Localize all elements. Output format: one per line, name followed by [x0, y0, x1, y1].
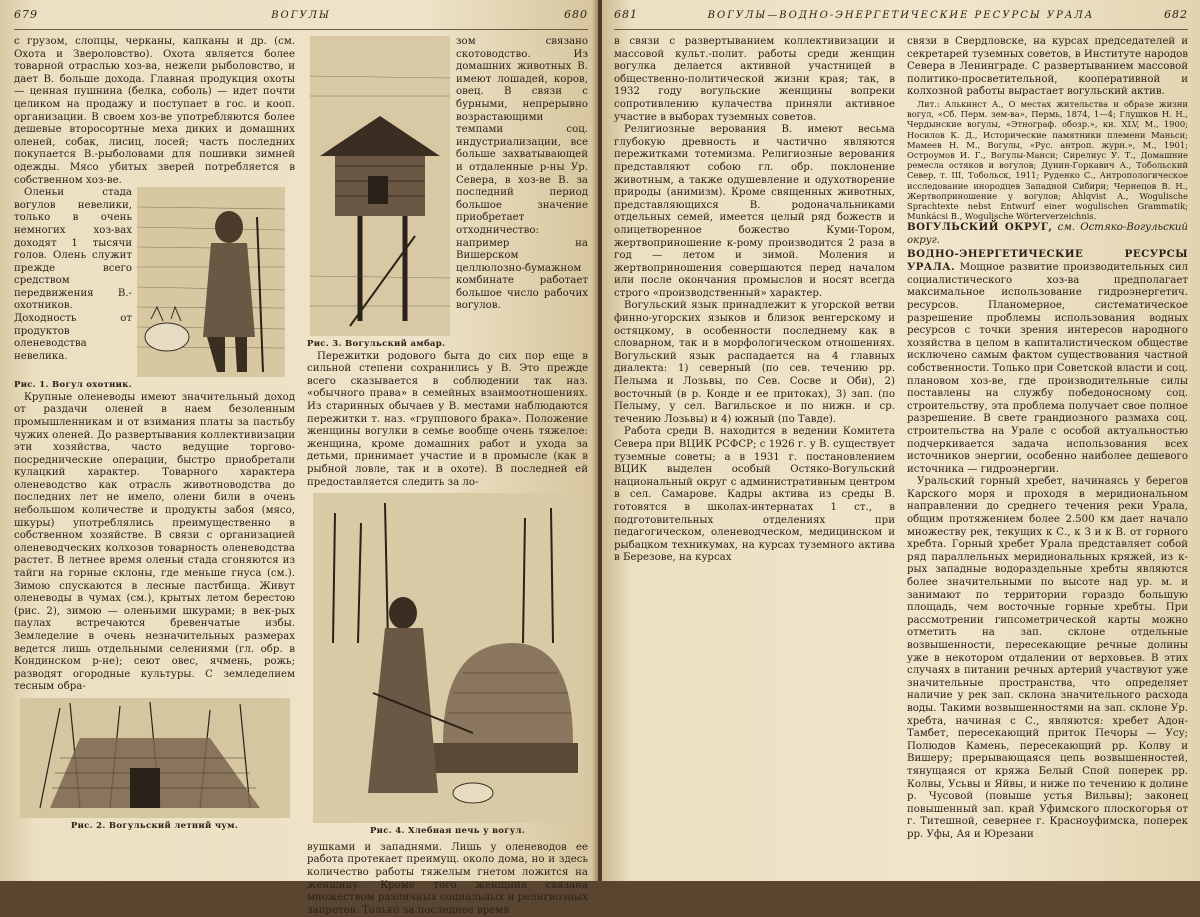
- paragraph-administration: Работа среди В. находится в ведении Комитета Севера при ВЦИК РСФСР; с 1926 г. у В. существует туземные советы; а в 1931 г. постановлением ВЦИК выделен особый Остяко-Вогульский национальный округ с административным центром в сел. Самарове. Кадры актива из среды В. готовятся в школах-интернатах 1 ст., в подготовительных отделениях при педагогическом, оленеводческом, медицинском и рыбацком техникумах, на курсах туземного актива в Березове, на курсах: [614, 426, 895, 564]
- paragraph-reindeer: Оленьи стада вогулов невелики, только в очень немногих хоз-вах доходят 1 тысячи голов. Олень служит прежде всего средством передвижения В.-охотников. Доходность от продуктов оленеводства невелика.: [14, 187, 132, 362]
- left-page: [0, 0, 598, 916]
- running-head-right: [614, 8, 1188, 30]
- entry-vogul-okrug-ref: см. Остяко-Вогульский округ.: [907, 222, 1188, 246]
- paragraph-herders: Крупные оленеводы имеют значительный доход от раздачи оленей в наем безоленным промышленникам и от взимания платы за пастьбу чужих оленей. До развертывания коллективизации эти хозяйства, часто ведущие торгово-посреднические операции, быстро приобретали кулацкий характер. Товарного характера оленеводство как отрасль животноводства до последних лет не имело, олени били в очень небольшом количестве и продукты забоя (мясо, шкуры) употреблялись преимущественно в собственном хозяйстве. В связи с организацией оленеводческих колхозов товарность оленеводства растет. В летнее время оленьи стада сгоняются из тайги на горные склоны, где меньше гнуса (см.). Зимою спускаются в лесные пастбища. Живут оленеводы в чумах (см.), крытых летом берестою (рис. 2), зимою — оленьими шкурами; в век-рых паулах встречаются бревенчатые избы. Земледелие в очень незначительных размерах ведется лишь отдельными селениями (гл. обр. в Кондинском р-не); сеют овес, ячмень, рожь; разводят огородные культуры. С земледелием тесным обра-: [14, 391, 295, 693]
- column-4: [907, 36, 1188, 881]
- running-head-left: [14, 8, 588, 30]
- paragraph-activists: связи в Свердловске, на курсах председателей и секретарей туземных советов, в Институте народов Севера в Ленинграде. С развертыванием массовой политико-просветительной, кооперативной и колхозной работы вырастает вогульский актив.: [907, 36, 1188, 98]
- hunter-illustration: [137, 187, 285, 377]
- figure-2: [14, 698, 295, 833]
- paragraph-religion: Религиозные верования В. имеют весьма глубокую древность и частично являются пережитками тотемизма. Религиозные верования представляют собою гл. обр. поклонение животным, а также одушевление и одухотворение природы (анимизм). Кроме священных животных, представляющихся В. родоначальниками отдельных семей, имеется целый ряд божеств и олицетворенное божество Куми-Тором, жертвоприношение к-рому производится 2 раза в год — летом и зимой. Моления и жертвоприношения совершаются перед началом или после окончания промыслов и носят всегда строго «производственный» характер.: [614, 124, 895, 299]
- page-number-681: 681: [614, 8, 638, 21]
- figure-4: [307, 493, 588, 838]
- paragraph-collectivization: в связи с развертыванием коллективизации и массовой культ.-полит. работы среди женщин вогулка делается активной участницей в общественно-политической жизни края; так, в 1932 году вогульские женщины вопреки сопротивлению кулачества приняли активное участие в выборах туземных советов.: [614, 36, 895, 123]
- paragraph-ural-ridge: Уральский горный хребет, начинаясь у берегов Карского моря и проходя в меридиональном направлении до среднего течения реки Урала, общим протяжением более 2.500 км дает начало множеству рек, текущих к С., к З и к В. от горного хребта. Горный хребет Урала представляет собой ряд параллельных меридиональных кряжей, из к-рых западные водораздельные хребты являются более значительными по высоте над ур. м. и занимают по территории гораздо большую площадь, чем восточные горные хребты. При рассмотрении гипсометрической карты можно отметить на зап. склоне отдельные возвышенности, пересекающие речные долины уже в некотором отдалении от верховьев. В этих случаях в питании речных артерий участвуют уже значительные пространства, что определяет наличие у рек зап. склона значительного расхода воды. Такими возвышенностями на зап. склоне Ур. хребта, начиная с С., являются: хребет Адон-Тамбет, пересекающий приток Печоры — Усу; Полюдов Камень, пересекающий рр. Колву и Вишеру; прерывающаяся цепь возвышенностей, тянущаяся от кряжа Белый Спой поперек рр. Колвы, Усьвы и Яйвы, и ниже по течению к долине р. Чусовой (повыше устья Вильвы); законец повышенный зап. край Уфимского плоскогорья от г. Титешной, севернее г. Красноуфимска, поперек рр. Уфы, Ая и Юрезани: [907, 476, 1188, 840]
- figure-4-caption: Рис. 4. Хлебная печь у вогул.: [369, 826, 526, 837]
- column-3: [614, 36, 895, 881]
- running-title-left: ВОГУЛЫ: [271, 10, 331, 21]
- paragraph-language: Вогульский язык принадлежит к угорской ветви финно-угорских языков и близок венгерскому и остяцкому, в особенности последнему как в словарном, так и в морфологическом отношениях. Вогульский язык распадается на 4 главных диалекта: 1) северный (по сев. течению рр. Пелыма и Лозьвы, по Сев. Сосве и Оби), 2) восточный (в р. Конде и ее притоках), 3) зап. (по Пелыму, у сел. Вагильское и по нижн. и ср. течению Лозьвы) и 4) южный (по Тавде).: [614, 300, 895, 425]
- figure-1: [136, 187, 286, 377]
- right-page: [602, 0, 1200, 881]
- figure-3: [307, 36, 452, 336]
- literature-list: Лит.: Алькинст А., О местах жительства и образе жизни вогул, «Сб. Перм. зем-ва», Пермь, 1874, 1—4; Глушков Н. Н., Чердынские вогулы, «Этнограф. обозр.», кн. XLV, М., 1900; Носилов К. Д., Исторические памятники племени Маньси; Мамеев Н. М., Вогулы, «Рус. антроп. журн.», М., 1901; Остроумов И. Г., Вогулы-Манси; Сирелиус У. Т., Домашние ремесла остяков и вогулов; Дунин-Горкавич А., Тобольский Север, т. III, Тобольск, 1911; Руденко С., Антропологическое исследование инородцев Западной Сибири; Чернецов В. Н., Жертвоприношение у вогулов; Ahlqvist A., Wogulische Sprachtexte nebst Entwurf einer wogulischen Grammatik; Munkácsi B., Wogulische Wörterverzeichnis.: [907, 98, 1188, 222]
- entry-water-resources: [907, 248, 1188, 477]
- page-number-680: 680: [563, 8, 588, 21]
- page-number-682: 682: [1163, 8, 1188, 21]
- figure-1-caption: Рис. 1. Вогул охотник.: [14, 380, 132, 391]
- figure-3-caption: Рис. 3. Вогульский амбар.: [307, 339, 446, 349]
- paragraph-livestock: зом связано скотоводство. Из домашних животных В. имеют лошадей, коров, овец. В связи с бурными, непрерывно возрастающими темпами соц. индустриализации, все больше захватывающей и отдаленные р-ны Ур. Севера, в хоз-ве В. за последний период большое значение приобретает отходничество: например на Вишерском целлюлозно-бумажном комбинате работает большое число рабочих вогулов.: [456, 36, 588, 312]
- entry-vogul-okrug: [907, 221, 1188, 247]
- paragraph-hunting: с грузом, слопцы, черканы, капканы и др. (см. Охота и Звероловство). Охота является более товарной отраслью хоз-ва, нежели рыболовство, и дает В. больше дохода. Главная продукция охоты — ценная пушнина (белка, соболь) — идет почти целиком на продажу и поступает в гос. и кооп. организации. В своем хоз-ве употребляются более дешевые второсортные меха диких и домашних оленей, собак, лисиц, лосей; часть последних покупается В.-рыболовами для пошивки зимней одежды. Мясо убитых зверей потребляется в собственном хоз-ве.: [14, 36, 295, 186]
- page-number-679: 679: [14, 8, 38, 21]
- column-1: [14, 36, 295, 881]
- entry-vogul-okrug-title: ВОГУЛЬСКИЙ ОКРУГ,: [907, 221, 1053, 234]
- column-2: [307, 36, 588, 916]
- running-title-right: ВОГУЛЫ—ВОДНО-ЭНЕРГЕТИЧЕСКИЕ РЕСУРСЫ УРАЛА: [707, 10, 1095, 21]
- storehouse-illustration: [310, 36, 450, 336]
- bread-oven-illustration: [313, 493, 583, 823]
- paragraph-women-work: вушками и западнями. Лишь у оленеводов ее работа протекает преимущ. около дома, но и здесь количество работы тяжелым гнетом ложится на женщину. Кроме того женщина связана множеством различных социальных и религиозных запретов. Только за последнее время: [307, 841, 588, 916]
- entry-water-resources-body: Мощное развитие производительных сил социалистического хоз-ва предполагает максимальное использование гидроэнергетич. ресурсов. Планомерное, систематическое разрешение проблемы использования водных ресурсов с точки зрения интересов народного хозяйства в целом в капиталистическом обществе исключено самым фактом существования частной собственности. Только при Советской власти и соц. плановом хоз-ве, где производительные силы поставлены на службу победоносному соц. строительству, эта проблема получает свое полное разрешение. В свете грандиозного размаха соц. строительства на Урале с особой актуальностью подчеркивается задача использования всех источников энергии, особенно наиболее дешевого источника — гидроэнергии.: [907, 262, 1188, 475]
- summer-tent-illustration: [20, 698, 290, 818]
- figure-2-caption: Рис. 2. Вогульский летний чум.: [70, 820, 239, 831]
- entry-water-resources-title: ВОДНО-ЭНЕРГЕТИЧЕСКИЕ РЕСУРСЫ УРАЛА.: [907, 247, 1188, 274]
- paragraph-customs: Пережитки родового быта до сих пор еще в сильной степени сохранились у В. Это прежде всего сказывается в соблюдении так наз. «обычного права» в семейных взаимоотношениях. Из старинных обычаев у В. местами наблюдаются пережитки т. наз. «группового брака». Положение женщины вогулки в семье вообще очень тяжелое: женщина, кроме домашних работ и ухода за детьми, принимает участие и в промысле (как в рыбной ловле, так и в охоте). В последней ей предоставляется следить за ло-: [307, 350, 588, 488]
